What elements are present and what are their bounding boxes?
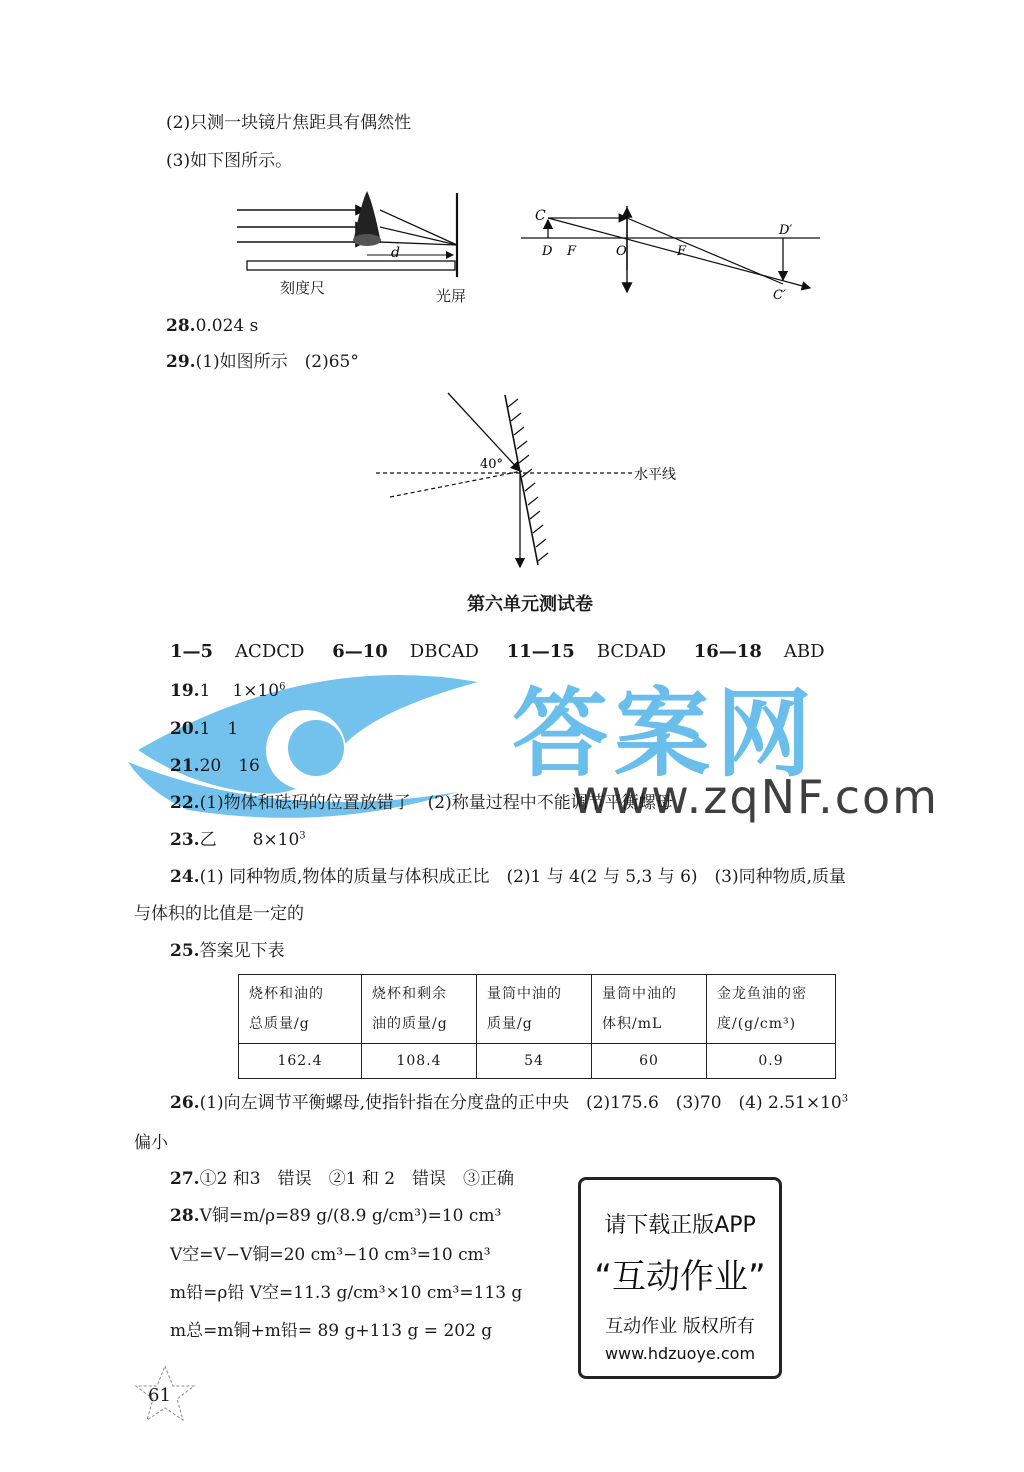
table-header-cell <box>592 975 707 1044</box>
horizon-label: 水平线 <box>634 467 676 483</box>
q19-exp: 6 <box>279 681 286 693</box>
mc-ans-4: ABD <box>783 641 825 662</box>
q19-line <box>170 680 285 702</box>
header-line: 烧杯和剩余 <box>372 986 447 1002</box>
q24-text: (1) 同种物质,物体的质量与体积成正比 (2)1 与 4(2 与 5,3 与 6) (3)同种物质,质量 <box>199 867 847 887</box>
header-line: 油的质量/g <box>372 1016 448 1032</box>
table-cell: 162.4 <box>239 1044 362 1079</box>
q28-line <box>166 315 258 337</box>
mc-ans-1: ACDCD <box>235 641 305 662</box>
table-header-cell <box>362 975 477 1044</box>
q29-num: 29. <box>166 352 196 372</box>
table-header-cell <box>239 975 362 1044</box>
label-O: O <box>616 244 627 259</box>
header-line: 量筒中油的 <box>487 986 562 1002</box>
q26-exp: 3 <box>841 1093 849 1105</box>
stamp-line-1: 请下载正版APP <box>604 1213 756 1238</box>
q24-line <box>170 866 846 888</box>
label-D: D <box>542 244 553 259</box>
copyright-stamp <box>578 1177 782 1379</box>
q28b-line-4: m总=m铜+m铅= 89 g+113 g = 202 g <box>170 1321 493 1341</box>
q25-line <box>170 940 285 962</box>
label-D2: D′ <box>779 223 793 238</box>
q19-num: 19. <box>170 681 200 701</box>
table-row <box>239 1044 836 1079</box>
q20-text: 1 1 <box>199 719 239 739</box>
header-line: 金龙鱼油的密 <box>717 986 807 1002</box>
q23-exp: 3 <box>299 830 306 842</box>
table-header-cell <box>477 975 592 1044</box>
mirror-figure <box>370 385 700 575</box>
q27-line <box>170 1168 514 1190</box>
q21-num: 21. <box>170 756 200 776</box>
answer-line-2: (2)只测一块镜片焦距具有偶然性 <box>166 113 412 133</box>
q23-a: 乙 <box>199 830 217 850</box>
q26-num: 26. <box>170 1093 200 1113</box>
q28-text: 0.024 s <box>195 316 259 336</box>
q19-a: 1 <box>199 681 211 701</box>
unit-title: 第六单元测试卷 <box>467 594 593 615</box>
q21-text: 20 16 <box>199 756 260 776</box>
q27-text: ①2 和3 错误 ②1 和 2 错误 ③正确 <box>199 1169 515 1189</box>
label-C2: C′ <box>773 288 786 303</box>
lens-imaging-figure <box>515 200 825 305</box>
mc-range-3: 11—15 <box>506 641 575 662</box>
q21-line <box>170 755 260 777</box>
q28b-num: 28. <box>170 1206 200 1226</box>
oil-density-table <box>238 974 836 1079</box>
label-C: C <box>535 208 546 224</box>
watermark-text: 答案网 <box>512 678 818 790</box>
mc-ans-3: BCDAD <box>596 641 667 662</box>
stamp-line-3: 互动作业 版权所有 <box>605 1316 755 1337</box>
q27-num: 27. <box>170 1169 200 1189</box>
label-F1: F <box>567 244 577 259</box>
mc-range-4: 16—18 <box>693 641 762 662</box>
q22-text: (1)物体和砝码的位置放错了 (2)称量过程中不能调节平衡螺母 <box>199 793 673 813</box>
q23-b: 8×10 <box>252 830 300 850</box>
header-line: 量筒中油的 <box>602 986 677 1002</box>
page-number: 61 <box>148 1385 171 1406</box>
q22-num: 22. <box>170 793 200 813</box>
q23-num: 23. <box>170 830 200 850</box>
d-label: d <box>391 245 400 261</box>
header-line: 质量/g <box>487 1016 533 1032</box>
mc-range-1: 1—5 <box>170 641 214 662</box>
q28b-line-2: V空=V−V铜=20 cm³−10 cm³=10 cm³ <box>170 1245 491 1265</box>
q23-line <box>170 829 306 851</box>
ruler-label: 刻度尺 <box>280 279 326 297</box>
mc-range-2: 6—10 <box>332 641 388 662</box>
table-cell: 0.9 <box>707 1044 836 1079</box>
table-header-row <box>239 975 836 1044</box>
q28b-line-1 <box>170 1205 501 1227</box>
q25-text: 答案见下表 <box>199 941 285 961</box>
q20-num: 20. <box>170 719 200 739</box>
stamp-line-4: www.hdzuoye.com <box>604 1344 756 1363</box>
stamp-line-2: “互动作业” <box>594 1257 766 1297</box>
table-cell: 54 <box>477 1044 592 1079</box>
q19-b: 1×10 <box>232 681 280 701</box>
q26-line <box>170 1092 848 1114</box>
table-header-cell <box>707 975 836 1044</box>
header-line: 烧杯和油的 <box>249 986 324 1002</box>
q20-line <box>170 718 238 740</box>
table-cell: 108.4 <box>362 1044 477 1079</box>
header-line: 总质量/g <box>249 1016 310 1032</box>
q29-line <box>166 351 359 373</box>
q24-line-2: 与体积的比值是一定的 <box>134 904 304 924</box>
q24-num: 24. <box>170 867 200 887</box>
q28b-l1: V铜=m/ρ=89 g/(8.9 g/cm³)=10 cm³ <box>199 1206 502 1226</box>
header-line: 体积/mL <box>602 1016 663 1032</box>
angle-label: 40° <box>480 457 504 472</box>
label-F2: F <box>677 244 687 259</box>
q25-num: 25. <box>170 941 200 961</box>
q26-line-2: 偏小 <box>134 1133 168 1153</box>
q26-text: (1)向左调节平衡螺母,使指针指在分度盘的正中央 (2)175.6 (3)70 (4) 2.51×10 <box>199 1093 842 1113</box>
q28-num: 28. <box>166 316 196 336</box>
watermark-url: www.zqNF.com <box>572 770 939 824</box>
screen-label: 光屏 <box>436 287 467 305</box>
answer-line-3: (3)如下图所示。 <box>166 151 293 171</box>
q28b-line-3: m铅=ρ铅 V空=11.3 g/cm³×10 cm³=113 g <box>170 1283 523 1303</box>
table-cell: 60 <box>592 1044 707 1079</box>
q22-line <box>170 792 673 814</box>
header-line: 度/(g/cm³) <box>717 1016 797 1032</box>
mc-ans-2: DBCAD <box>409 641 479 662</box>
q29-text: (1)如图所示 (2)65° <box>195 352 359 372</box>
